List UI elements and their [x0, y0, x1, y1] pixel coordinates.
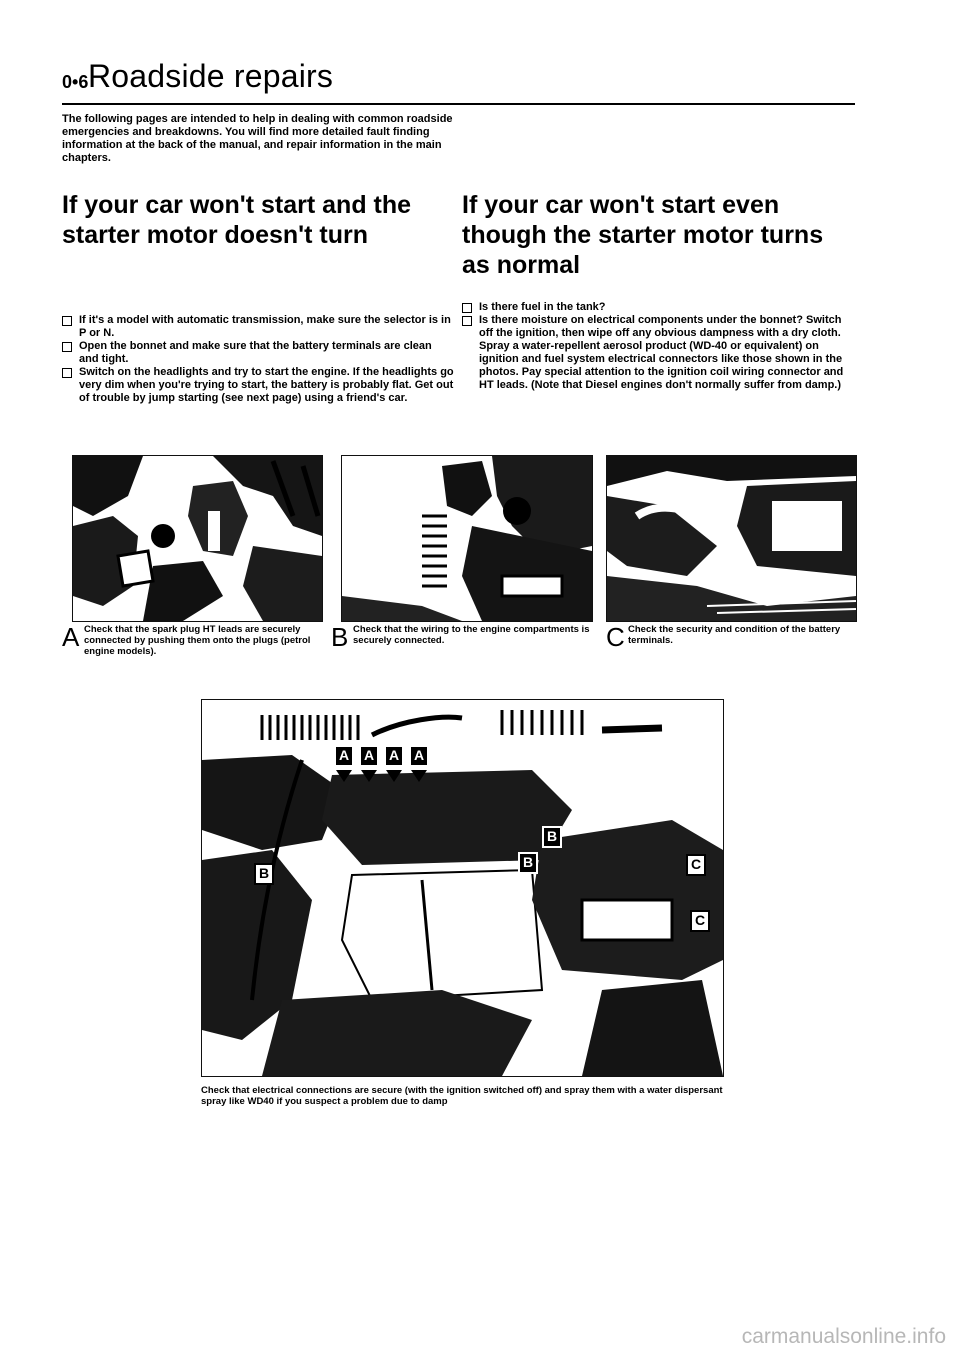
photo-a-caption: Check that the spark plug HT leads are securely connected by pushing them onto the plugs (petrol engine models).	[84, 624, 311, 657]
checkbox-icon	[462, 303, 472, 313]
photo-b-engine-wiring	[341, 455, 593, 622]
header-rule	[62, 103, 855, 105]
engine-bay-image	[202, 700, 723, 1076]
checklist-item: Switch on the headlights and try to start the engine. If the headlights go very dim when you're trying to start, the battery is probably flat. Get out of trouble by jump starting (see next page) using a friend's car.	[62, 366, 454, 405]
checkbox-icon	[62, 316, 72, 326]
label-c: C	[686, 854, 706, 876]
label-a: A	[334, 745, 354, 767]
engine-bay-caption: Check that electrical connections are secure (with the ignition switched off) and spray them with a water dispersant spray like WD40 if you suspect a problem due to damp	[201, 1085, 723, 1107]
label-a: A	[359, 745, 379, 767]
heading-starter-turns: If your car won't start even though the starter motor turns as normal	[462, 191, 824, 279]
label-c: C	[690, 910, 710, 932]
checklist-item: If it's a model with automatic transmission, make sure the selector is in P or N.	[62, 314, 454, 340]
label-b: B	[518, 852, 538, 874]
photo-a-image	[73, 456, 322, 621]
checkbox-icon	[462, 316, 472, 326]
checklist-item: Open the bonnet and make sure that the battery terminals are clean and tight.	[62, 340, 454, 366]
label-a: A	[384, 745, 404, 767]
page-number: 0•6	[62, 72, 89, 92]
heading-starter-doesnt-turn: If your car won't start and the starter motor doesn't turn	[62, 191, 412, 249]
label-b: B	[254, 863, 274, 885]
label-b: B	[542, 826, 562, 848]
photo-c-letter: C	[606, 622, 625, 652]
checklist-left	[62, 314, 454, 405]
watermark: carmanualsonline.info	[741, 1325, 946, 1348]
photo-c-battery-terminals	[606, 455, 857, 622]
arrow-down-icon	[336, 770, 352, 782]
checkbox-icon	[62, 368, 72, 378]
checklist-item: Is there fuel in the tank?	[462, 301, 854, 314]
engine-bay-photo	[201, 699, 724, 1077]
checkbox-icon	[62, 342, 72, 352]
intro-paragraph: The following pages are intended to help in dealing with common roadside emergencies and breakdowns. You will find more detailed fault finding information at the back of the manual, and repair information in the main chapters.	[62, 113, 453, 164]
arrow-down-icon	[411, 770, 427, 782]
arrow-down-icon	[361, 770, 377, 782]
photo-c-image	[607, 456, 856, 621]
label-a: A	[409, 745, 429, 767]
photo-c-caption: Check the security and condition of the battery terminals.	[628, 624, 841, 646]
photo-a-spark-plug-leads	[72, 455, 323, 622]
page-title: Roadside repairs	[88, 58, 334, 94]
photo-a-letter: A	[62, 622, 80, 652]
arrow-down-icon	[386, 770, 402, 782]
checklist-right	[462, 301, 854, 392]
checklist-item: Is there moisture on electrical components under the bonnet? Switch off the ignition, then wipe off any obvious dampness with a dry cloth. Spray a water-repellent aerosol product (WD-40 or equivalent) on ignition and fuel system electrical connectors like those shown in the photos. Pay special attention to the ignition coil wiring connector and HT leads. (Note that Diesel engines don't normally suffer from damp.)	[462, 314, 854, 392]
photo-b-image	[342, 456, 592, 621]
photo-b-caption: Check that the wiring to the engine compartments is securely connected.	[353, 624, 590, 646]
photo-b-letter: B	[331, 622, 349, 652]
